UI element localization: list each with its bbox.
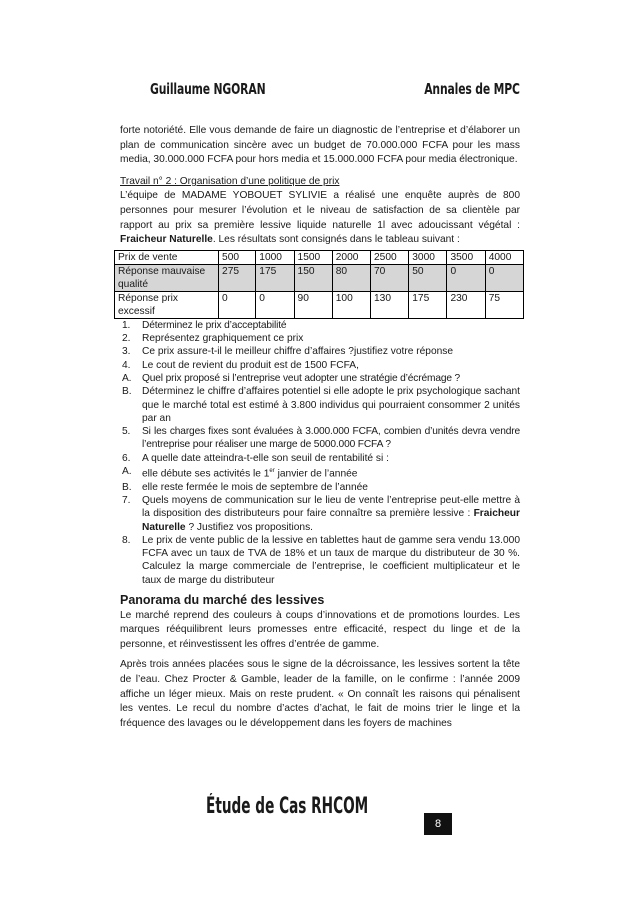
- table-row-label: Réponse prix excessif: [115, 291, 219, 318]
- product-name: Fraicheur Naturelle: [120, 234, 213, 246]
- list-item-text: A quelle date atteindra-t-elle son seuil de rentabilité si :: [142, 452, 389, 464]
- task-title: Travail n° 2 : Organisation d’une politique de prix: [120, 175, 340, 187]
- table-cell: 70: [371, 264, 409, 291]
- table-row: [115, 264, 524, 291]
- list-item-text: Le prix de vente public de la lessive en tablettes haut de gamme sera vendu 13.000 FCFA avec un taux de TVA de 18% et un taux de marque du distributeur de 30 %. Calculez la marge commerciale de l’entreprise, le coefficient multiplicateur et le taux de marge du distributeur: [142, 534, 520, 586]
- list-item: [120, 385, 520, 425]
- task-text-before: L’équipe de MADAME YOBOUET SYLIVIE a réalisé une enquête auprès de 800 personnes pour mesurer l’évolution et le niveau de satisfaction de sa clientèle par rapport au prix sa première lessive liquide naturelle 1l avec adoucissant végétal :: [120, 190, 520, 231]
- list-item-text: janvier de l’année: [274, 468, 358, 480]
- list-item-text: elle reste fermée le mois de septembre de l’année: [142, 481, 368, 493]
- list-item-marker: 5.: [122, 426, 131, 438]
- table-cell: 3000: [409, 250, 447, 264]
- table-cell: 3500: [447, 250, 485, 264]
- table-row-label: Prix de vente: [115, 250, 219, 264]
- list-item: [120, 494, 520, 534]
- list-item-marker: 8.: [122, 534, 131, 546]
- table-cell: 230: [447, 291, 485, 318]
- table-cell: 75: [485, 291, 523, 318]
- table-cell: 1000: [256, 250, 294, 264]
- list-item: [120, 481, 520, 494]
- list-item-marker: 4.: [122, 359, 131, 371]
- list-item-text: Représentez graphiquement ce prix: [142, 333, 304, 345]
- table-cell: 0: [447, 264, 485, 291]
- list-item-marker: 7.: [122, 495, 131, 506]
- list-item-marker: A.: [122, 466, 132, 478]
- list-item-text: Ce prix assure-t-il le meilleur chiffre d’affaires ?justifiez votre réponse: [142, 346, 454, 358]
- list-item-marker: 1.: [122, 319, 131, 331]
- list-item-text: Le cout de revient du produit est de 1500 FCFA,: [142, 359, 359, 371]
- list-item: [120, 319, 520, 332]
- list-item-marker: 2.: [122, 333, 131, 345]
- table-row: [115, 250, 524, 264]
- list-item: [120, 452, 520, 465]
- page-number: 8: [424, 813, 452, 835]
- list-item-marker: 6.: [122, 452, 131, 464]
- table-cell: 275: [219, 264, 256, 291]
- table-cell: 2000: [332, 250, 370, 264]
- list-item-text: elle débute ses activités le 1: [142, 468, 270, 480]
- header-author: Guillaume NGORAN: [150, 80, 266, 98]
- list-item: [120, 372, 520, 385]
- table-cell: 50: [409, 264, 447, 291]
- section-body: [120, 609, 520, 732]
- task-text-after: . Les résultats sont consignés dans le tableau suivant :: [212, 234, 460, 246]
- list-item: [120, 534, 520, 587]
- list-item-marker: B.: [122, 386, 132, 398]
- list-item-text: ? Justifiez vos propositions.: [185, 521, 314, 533]
- table-cell: 4000: [485, 250, 523, 264]
- list-item: [120, 359, 520, 372]
- list-item-text: Quels moyens de communication sur le lieu de vente l’entreprise peut-elle mettre à la disposition des distributeurs pour faire connaître sa première lessive :: [142, 495, 520, 520]
- list-item-marker: B.: [122, 481, 132, 493]
- table-cell: 90: [294, 291, 332, 318]
- table-cell: 150: [294, 264, 332, 291]
- page-header: [150, 80, 520, 104]
- list-item: [120, 332, 520, 345]
- table-cell: 1500: [294, 250, 332, 264]
- header-book-title: Annales de MPC: [424, 80, 520, 98]
- section-paragraph: Après trois années placées sous le signe de la décroissance, les lessives sortent la tête de l’eau. Chez Procter & Gamble, leader de la famille, on le confirme : l’année 2009 affiche un léger mieux. Mais on reste prudent. « On connaît les raisons qui pénalisent les ventes. Le recul du nombre d’actes d’achat, le fait de moins trier le linge et la fréquence des lavages ou le développement dans les foyers de machines: [120, 659, 520, 729]
- table-row: [115, 291, 524, 318]
- list-item: [120, 425, 520, 452]
- intro-paragraph: forte notoriété. Elle vous demande de faire un diagnostic de l’entreprise et d’élaborer un plan de communication sincère avec un budget de 70.000.000 FCFA pour les mass media, 30.000.000 FCFA pour hors media et 15.000.000 FCFA pour media électronique.: [120, 125, 520, 166]
- results-table: [114, 250, 524, 319]
- product-name: Fraicheur Naturelle: [142, 508, 520, 533]
- list-item-text: Si les charges fixes sont évaluées à 3.000.000 FCFA, combien d’unités devra vendre l’entreprise pour réaliser une marge de 5000.000 FCFA ?: [142, 426, 520, 451]
- table-cell: 175: [256, 264, 294, 291]
- table-row-label: Réponse mauvaise qualité: [115, 264, 219, 291]
- section-heading: Panorama du marché des lessives: [120, 593, 325, 608]
- footer-title: Étude de Cas RHCOM: [206, 794, 369, 819]
- task-description: [120, 189, 520, 247]
- list-item-text: Déterminez le chiffre d’affaires potentiel si elle adopte le prix psychologique sachant que le marché total est estimé à 3.800 individus qui pourraient consommer 2 unités par an: [142, 386, 520, 424]
- table-cell: 500: [219, 250, 256, 264]
- table-cell: 2500: [371, 250, 409, 264]
- table-cell: 0: [256, 291, 294, 318]
- table-cell: 0: [219, 291, 256, 318]
- question-list: [120, 319, 520, 587]
- table-cell: 100: [332, 291, 370, 318]
- table-cell: 80: [332, 264, 370, 291]
- section-paragraph: Le marché reprend des couleurs à coups d’innovations et de promotions lourdes. Les marques rééquilibrent leurs promesses entre efficacité, respect du linge et de la personne, et réinvestissent les offres d’entrée de gamme.: [120, 609, 520, 650]
- list-item: [120, 345, 520, 358]
- list-item-marker: 3.: [122, 346, 131, 358]
- page-content: [120, 124, 520, 737]
- list-item-marker: A.: [122, 372, 132, 384]
- table-cell: 175: [409, 291, 447, 318]
- list-item-text: Déterminez le prix d’acceptabilité: [142, 319, 287, 331]
- list-item: [120, 465, 520, 481]
- table-cell: 130: [371, 291, 409, 318]
- table-cell: 0: [485, 264, 523, 291]
- list-item-text: Quel prix proposé si l’entreprise veut adopter une stratégie d’écrémage ?: [142, 372, 461, 384]
- superscript: er: [269, 468, 275, 475]
